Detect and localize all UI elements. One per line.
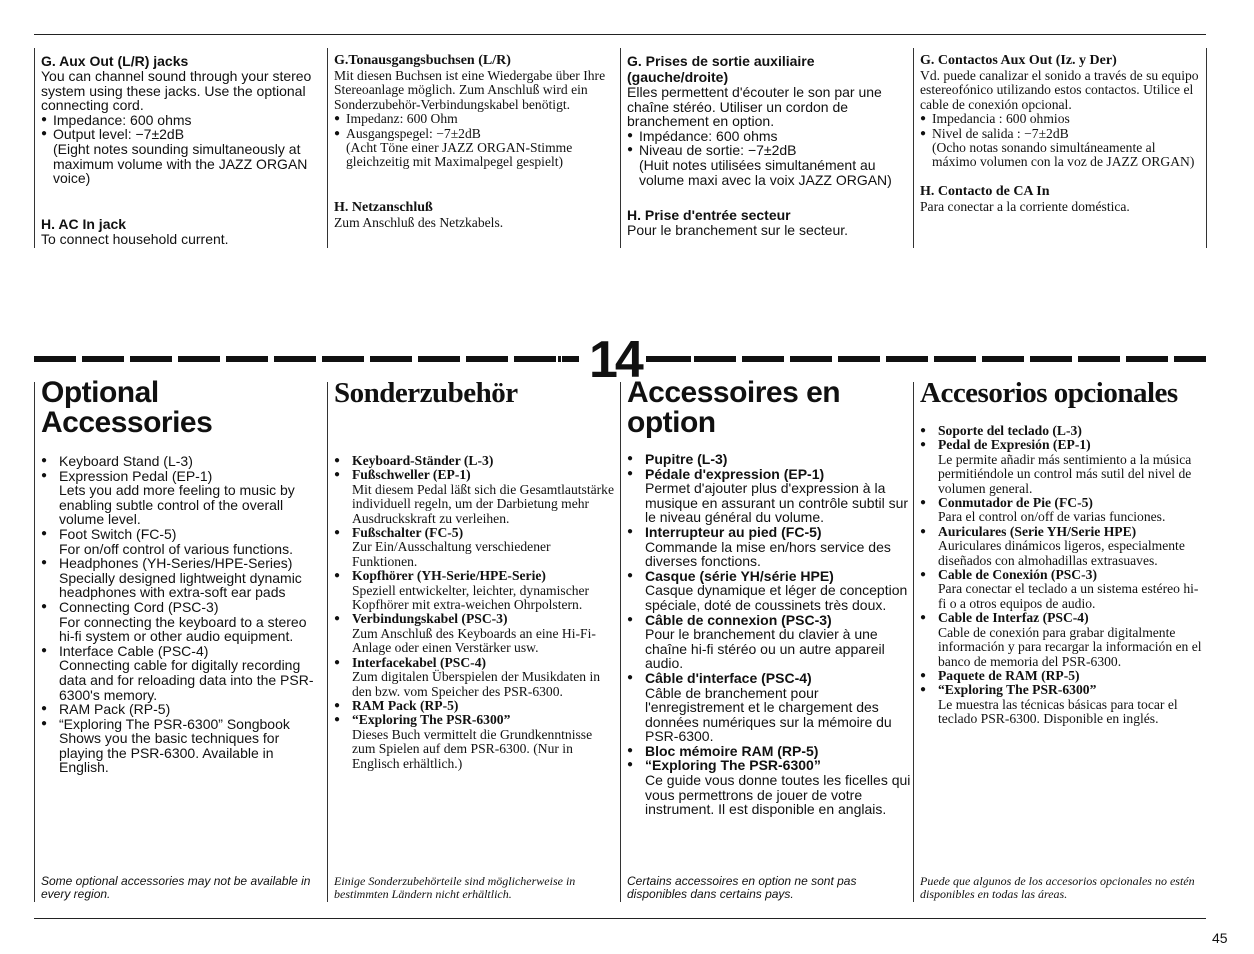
availability-footnote: Puede que algunos de los accesorios opcionales no estén disponibles en todas las áreas. <box>920 874 1195 901</box>
output-level-spec: ● Output level: −7±2dB <box>41 127 323 142</box>
ac-in-text: To connect household current. <box>41 230 229 247</box>
column-divider <box>34 48 35 248</box>
accessory-description: Speziell entwickelter, leichter, dynamischer Kopfhörer mit extra-weichen Ohrpolstern. <box>352 582 590 613</box>
accessory-name: ● Auriculares (Serie YH/Serie HPE) <box>938 523 1137 539</box>
column-divider <box>913 48 914 248</box>
accessory-description: Pour le branchement du clavier à une chaîne hi-fi stéréo ou un autre appareil audio. <box>645 626 885 672</box>
ac-in-heading: H. Prise d'entrée secteur <box>627 207 791 224</box>
accessory-description: Zum digitalen Überspielen der Musikdaten in den bzw. vom Speicher des PSR-6300. <box>352 669 601 699</box>
accessory-item <box>334 612 616 655</box>
accessory-description: For connecting the keyboard to a stereo hi-fi system or other audio equipment. <box>59 613 307 645</box>
accessory-name: ● Expression Pedal (EP-1) <box>59 467 213 484</box>
accessory-name: ● RAM Pack (RP-5) <box>352 697 459 713</box>
aux-out-text: Vd. puede canalizar el sonido a través de su equipo estereofónico utilizando estos contactos. Utilice el cable de conexión opcional. <box>920 68 1199 112</box>
top-column-english <box>41 53 323 246</box>
accessory-name: ● Interface Cable (PSC-4) <box>59 642 209 659</box>
accessory-item <box>920 525 1202 568</box>
availability-footnote: Some optional accessories may not be available in every region. <box>41 874 311 901</box>
accessory-name: ● Pédale d'expression (EP-1) <box>645 465 825 482</box>
accessory-item <box>41 556 323 600</box>
aux-out-note: (Huit notes utilisées simultanément au volume maxi avec la voix JAZZ ORGAN) <box>639 156 892 188</box>
accessory-description: Para conectar el teclado a un sistema estéreo hi-fi o a otros equipos de audio. <box>938 581 1199 611</box>
accessory-name: ● Kopfhörer (YH-Serie/HPE-Serie) <box>352 568 546 584</box>
aux-out-heading: G.Tonausgangsbuchsen (L/R) <box>334 53 511 68</box>
accessory-item <box>41 454 323 469</box>
column-divider <box>620 382 621 902</box>
chapter-number: 14 <box>589 331 641 389</box>
aux-out-text: You can channel sound through your stereo system using these jacks. Use the optional connecting cord. <box>41 68 312 114</box>
dotted-rule-left <box>534 356 579 362</box>
aux-out-note: (Acht Töne einer JAZZ ORGAN-Stimme gleichzeitig mit Maximalpegel gespielt) <box>346 140 573 170</box>
accessory-name: ● “Exploring The PSR-6300” <box>645 757 821 774</box>
accessory-item <box>41 600 323 644</box>
accessory-description: Auriculares dinámicos ligeros, especialmente diseñados con almohadillas extrasuaves. <box>938 538 1185 568</box>
accessory-item <box>41 469 323 527</box>
column-divider <box>913 382 914 902</box>
accessory-item <box>334 713 616 771</box>
column-divider <box>620 48 621 248</box>
accessory-item <box>334 526 616 569</box>
top-column-german <box>334 53 616 230</box>
accessories-list <box>334 454 616 771</box>
aux-out-text: Elles permettent d'écouter le son par une chaîne stéréo. Utiliser un cordon de branchement en option. <box>627 84 882 130</box>
ac-in-heading: H. AC In jack <box>41 215 127 232</box>
aux-out-note: (Eight notes sounding simultaneously at maximum volume with the JAZZ ORGAN voice) <box>53 140 308 187</box>
accessory-name: ● Connecting Cord (PSC-3) <box>59 598 219 615</box>
accessory-name: ● Cable de Conexión (PSC-3) <box>938 567 1097 583</box>
ac-in-heading: H. Contacto de CA In <box>920 183 1050 199</box>
accessory-name: ● Paquete de RAM (RP-5) <box>938 667 1080 683</box>
accessories-column-english <box>41 378 323 775</box>
accessory-name: ● “Exploring The PSR-6300” <box>352 712 511 728</box>
aux-out-text: Mit diesen Buchsen ist eine Wiedergabe über Ihre Stereoanlage möglich. Zum Anschluß wird ein Sonderzubehör-Verbindungskabel benötigt. <box>334 68 606 112</box>
accessory-item <box>920 611 1202 669</box>
impedance-spec: ● Impedance: 600 ohms <box>41 113 323 128</box>
accessory-item <box>334 656 616 699</box>
chapter-divider <box>34 331 1206 389</box>
impedance-spec: ● Impedanz: 600 Ohm <box>334 112 616 126</box>
output-level-spec: ● Ausgangspegel: −7±2dB <box>334 127 616 141</box>
accessory-name: ● Cable de Interfaz (PSC-4) <box>938 610 1089 626</box>
accessories-column-german <box>334 378 616 771</box>
accessory-description: Mit diesem Pedal läßt sich die Gesamtlautstärke individuell regeln, um der Darbietung mehr Ausdruckskraft zu verleihen. <box>352 481 614 526</box>
accessory-item <box>41 702 323 717</box>
aux-out-note: (Ocho notas sonando simultáneamente al máximo volumen con la voz de JAZZ ORGAN) <box>932 140 1195 170</box>
accessories-column-spanish <box>920 378 1202 727</box>
impedance-spec: ● Impédance: 600 ohms <box>627 129 911 144</box>
accessory-name: ● Keyboard Stand (L-3) <box>59 453 193 469</box>
dotted-rule-right <box>646 356 696 362</box>
top-rule <box>34 34 1206 35</box>
dashed-rule-left <box>34 356 579 362</box>
accessory-description: Le muestra las técnicas básicas para tocar el teclado PSR-6300. Disponible en inglés. <box>938 696 1178 727</box>
accessory-item <box>41 527 323 556</box>
accessory-description: Commande la mise en/hors service des diverses fonctions. <box>645 538 891 570</box>
column-divider <box>34 382 35 902</box>
accessories-title: Accesorios opcionales <box>920 377 1178 409</box>
ac-in-text: Para conectar a la corriente doméstica. <box>920 198 1130 214</box>
accessories-list <box>627 452 911 817</box>
accessory-description: Zur Ein/Ausschaltung verschiedener Funktionen. <box>352 539 551 569</box>
accessory-item <box>334 454 616 468</box>
availability-footnote: Certains accessoires en option ne sont pas disponibles dans certains pays. <box>627 874 857 901</box>
accessory-description: Zum Anschluß des Keyboards an eine Hi-Fi-Anlage oder einen Verstärker usw. <box>352 625 596 656</box>
output-level-spec: ● Niveau de sortie: −7±2dB <box>627 143 911 158</box>
accessory-name: ● “Exploring The PSR-6300” <box>938 682 1097 698</box>
accessory-description: Le permite añadir más sentimiento a la música permitiéndole un control más sutil del nivel de volumen general. <box>938 451 1192 496</box>
accessory-description: Ce guide vous donne toutes les ficelles qui vous permettrons de jouer de votre instrument. Il est disponible en anglais. <box>645 772 911 818</box>
accessory-description: Connecting cable for digitally recording data and for reloading data into the PSR-6300's memory. <box>59 657 314 703</box>
accessory-item <box>334 569 616 612</box>
accessory-item <box>41 644 323 702</box>
accessory-name: ● Câble d'interface (PSC-4) <box>645 669 812 686</box>
accessory-item <box>627 744 911 759</box>
accessory-name: ● Interfacekabel (PSC-4) <box>352 654 487 670</box>
accessory-description: For on/off control of various functions. <box>59 540 293 557</box>
aux-out-heading: G. Aux Out (L/R) jacks <box>41 53 189 69</box>
impedance-spec: ● Impedancia : 600 ohmios <box>920 112 1200 126</box>
accessory-item <box>627 525 911 569</box>
accessory-name: ● Foot Switch (FC-5) <box>59 525 177 542</box>
accessory-description: Shows you the basic techniques for playing the PSR-6300. Available in English. <box>59 730 280 776</box>
availability-footnote: Einige Sonderzubehörteile sind möglicherweise in bestimmten Ländern nicht erhältlich. <box>334 874 576 901</box>
output-level-spec: ● Nivel de salida : −7±2dB <box>920 127 1200 141</box>
ac-in-heading: H. Netzanschluß <box>334 199 433 215</box>
aux-out-heading: G. Contactos Aux Out (Iz. y Der) <box>920 53 1117 68</box>
accessory-item <box>41 717 323 775</box>
accessory-name: ● Bloc mémoire RAM (RP-5) <box>645 742 819 759</box>
accessory-item <box>627 758 911 816</box>
accessory-name: ● Soporte del teclado (L-3) <box>938 423 1082 438</box>
accessory-item <box>627 671 911 744</box>
bottom-rule <box>34 918 1206 919</box>
accessory-description: Câble de branchement pour l'enregistrement et le chargement des données numériques sur la mémoire du PSR-6300. <box>645 684 892 745</box>
accessory-description: Specially designed lightweight dynamic headphones with extra-soft ear pads <box>59 569 302 601</box>
accessory-item <box>920 669 1202 683</box>
accessory-item <box>920 683 1202 726</box>
accessory-name: ● Casque (série YH/série HPE) <box>645 567 834 584</box>
accessory-description: Dieses Buch vermittelt die Grundkenntnisse zum Spielen auf dem PSR-6300. (Nur in Englisch erhältlich.) <box>352 726 593 771</box>
page-number: 45 <box>1212 930 1228 946</box>
accessory-name: ● Headphones (YH-Series/HPE-Series) <box>59 555 293 572</box>
top-column-french <box>627 53 911 238</box>
accessory-description: Permet d'ajouter plus d'expression à la musique en assurant un contrôle subtil sur le niveau général du volume. <box>645 480 909 526</box>
accessories-title: Sonderzubehör <box>334 377 518 409</box>
accessory-description: Casque dynamique et léger de conception spéciale, doté de coussinets très doux. <box>645 582 908 613</box>
accessory-item <box>627 569 911 613</box>
accessories-list <box>920 424 1202 727</box>
ac-in-text: Pour le branchement sur le secteur. <box>627 222 849 239</box>
accessory-name: ● RAM Pack (RP-5) <box>59 701 171 718</box>
column-divider <box>327 382 328 902</box>
accessory-item <box>334 699 616 713</box>
ac-in-text: Zum Anschluß des Netzkabels. <box>334 214 504 230</box>
accessory-item <box>920 568 1202 611</box>
accessory-name: ● “Exploring The PSR-6300” Songbook <box>59 715 290 732</box>
accessory-name: ● Fußschalter (FC-5) <box>352 525 464 541</box>
accessory-name: ● Keyboard-Ständer (L-3) <box>352 453 494 468</box>
accessory-item <box>627 452 911 467</box>
accessories-column-french <box>627 378 911 817</box>
accessory-name: ● Conmutador de Pie (FC-5) <box>938 495 1093 511</box>
column-divider <box>1206 48 1207 248</box>
accessory-item <box>920 496 1202 525</box>
accessory-name: ● Câble de connexion (PSC-3) <box>645 611 832 628</box>
top-column-spanish <box>920 53 1200 214</box>
accessory-item <box>627 467 911 525</box>
accessory-name: ● Pedal de Expresión (EP-1) <box>938 437 1091 453</box>
accessory-item <box>920 424 1202 438</box>
accessory-item <box>334 468 616 526</box>
accessory-description: Lets you add more feeling to music by enabling subtle control of the overall volume level. <box>59 482 295 528</box>
accessories-title: Accessoires en option <box>627 376 841 439</box>
accessory-description: Cable de conexión para grabar digitalmente información y para recargar la información en el banco de memoria del PSR-6300. <box>938 624 1202 669</box>
accessory-name: ● Interrupteur au pied (FC-5) <box>645 523 822 540</box>
accessory-item <box>627 613 911 671</box>
accessory-name: ● Verbindungskabel (PSC-3) <box>352 611 508 627</box>
column-divider <box>327 48 328 248</box>
aux-out-heading: G. Prises de sortie auxiliaire (gauche/droite) <box>627 53 815 85</box>
accessory-name: ● Pupitre (L-3) <box>645 451 728 467</box>
accessory-name: ● Fußschweller (EP-1) <box>352 467 471 483</box>
dashed-rule-right <box>646 356 1206 362</box>
accessory-item <box>920 438 1202 496</box>
accessories-list <box>41 454 323 775</box>
accessories-title: Optional Accessories <box>41 376 213 439</box>
accessory-description: Para el control on/off de varias funciones. <box>938 509 1166 525</box>
